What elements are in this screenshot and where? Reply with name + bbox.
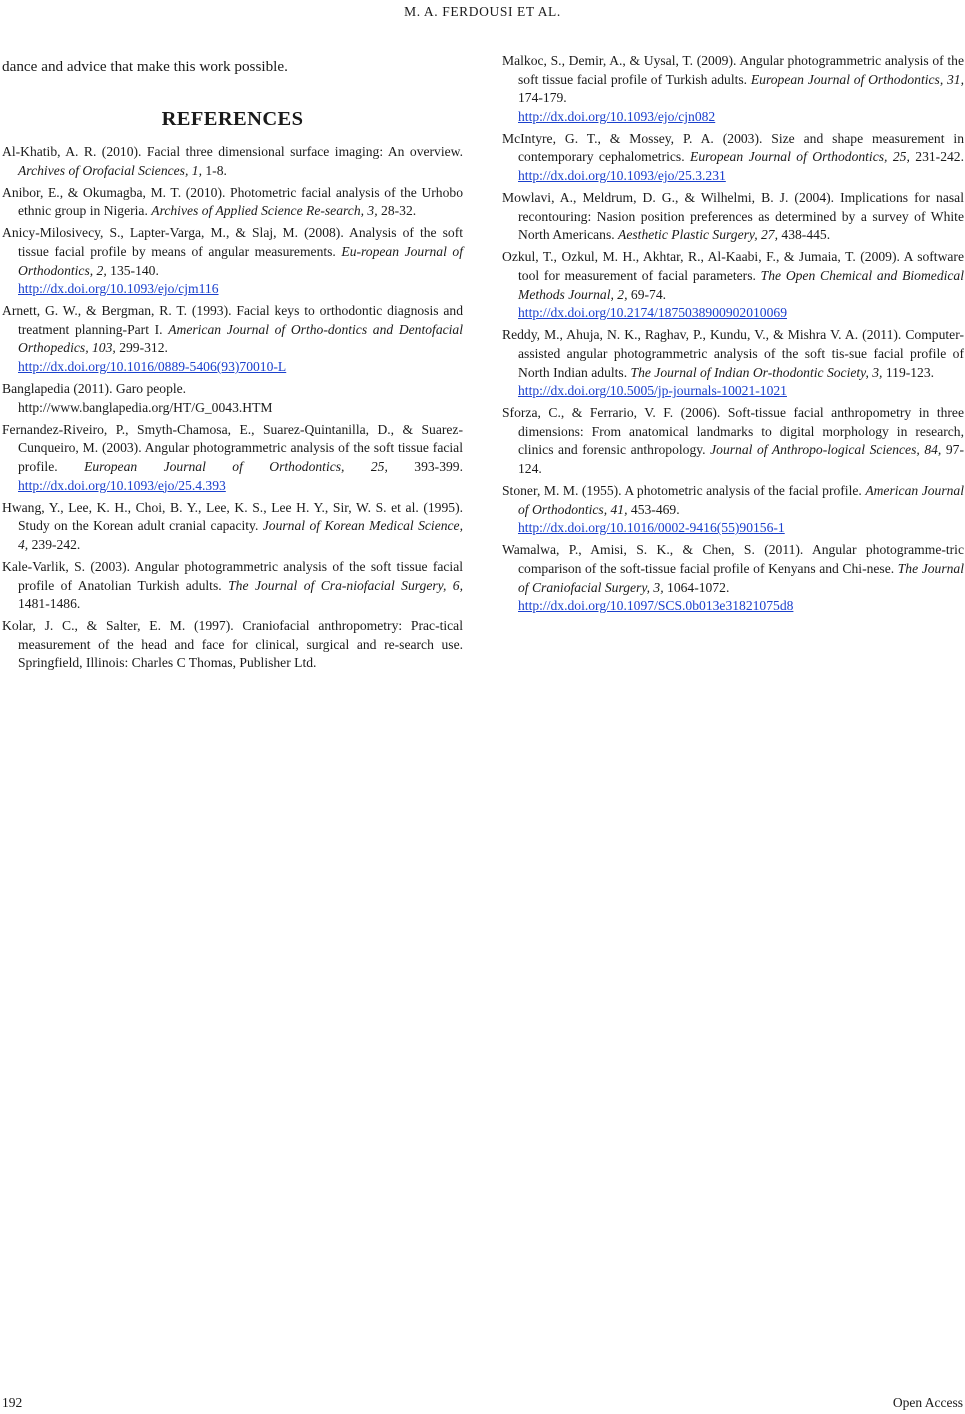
ref-pages: 1-8. [201,162,227,178]
ref-pages: 119-123. [882,364,935,380]
ref-pages: 231-242. [909,149,964,165]
doi-link[interactable]: http://dx.doi.org/10.1093/ejo/cjm116 [18,281,219,297]
reference-item [502,482,964,538]
page-number: 192 [2,1395,23,1410]
ref-pages: 453-469. [627,501,680,517]
ref-authors-title: Kolar, J. C., & Salter, E. M. (1997). Craniofacial anthropometry: Prac-tical measurement of the head and face for clinical, surgical and re-search use. Springfield, Illinois: Charles C Thomas, Publisher Ltd. [2,618,463,671]
doi-link[interactable]: http://dx.doi.org/10.1097/SCS.0b013e31821075d8 [518,598,794,614]
ref-pages: 239-242. [28,536,81,552]
ref-authors-title: Stoner, M. M. (1955). A photometric analysis of the facial profile. [502,483,866,499]
ref-authors-title: Sforza, C., & Ferrario, V. F. (2006). Soft-tissue facial anthropometry in three dimensions: From anatomical landmarks to digital morphology in research, clinics and forensic anthropology. [502,405,964,458]
ref-journal: European Journal of Orthodontics, 31, [750,71,964,87]
reference-item [502,541,964,615]
doi-link[interactable]: http://dx.doi.org/10.2174/1875038900902010069 [518,305,787,321]
reference-item [502,248,964,322]
ref-pages: 1481-1486. [18,596,81,612]
ref-pages: 28-32. [377,203,417,219]
ref-pages: 1064-1072. [663,579,730,595]
ref-journal: American Journal of Orthodontics, 41, [518,483,964,517]
reference-item [2,421,463,495]
ref-authors-title: Anicy-Milosivecy, S., Lapter-Varga, M., & Slaj, M. (2008). Analysis of the soft tissue facial profile by means of angular measurements. [2,225,463,259]
reference-item [502,404,964,478]
ref-authors-title: Arnett, G. W., & Bergman, R. T. (1993). Facial keys to orthodontic diagnosis and treatment planning-Part I. [2,303,463,337]
ref-pages: 174-179. [518,90,567,106]
open-access-label: Open Access [892,1395,963,1410]
ref-journal: Eu-ropean Journal of Orthodontics, 2, [18,243,463,278]
reference-item [2,558,463,614]
reference-item [2,224,463,298]
ref-authors-title: Kale-Varlik, S. (2003). Angular photogrammetric analysis of the soft tissue facial profile of Anatolian Turkish adults. [2,558,463,593]
ref-journal: European Journal of Orthodontics, 25, [690,149,910,165]
ref-authors-title: Banglapedia (2011). Garo people. [2,381,187,397]
reference-list-right [502,52,964,619]
ref-authors-title: Mowlavi, A., Meldrum, D. G., & Wilhelmi, B. J. (2004). Implications for nasal recontouring: Nasion position preferences as determined by a survey of White North Americans. [502,190,964,243]
ref-authors-title: Fernandez-Riveiro, P., Smyth-Chamosa, E., Suarez-Quintanilla, D., & Suarez-Cunqueiro, M. (2003). Angular photogrammetric analysis of the soft tissue facial profile. [2,421,463,474]
ref-journal: The Open Chemical and Biomedical Methods Journal, 2, [518,268,964,302]
ref-journal: The Journal of Indian Or-thodontic Society, 3, [630,364,883,380]
doi-link[interactable]: http://dx.doi.org/10.1093/ejo/25.3.231 [518,168,726,184]
ref-journal: The Journal of Craniofacial Surgery, 3, [518,560,964,595]
doi-link[interactable]: http://dx.doi.org/10.1016/0002-9416(55)90156-1 [518,520,785,536]
ref-pages: 438-445. [778,227,831,243]
doi-link[interactable]: http://dx.doi.org/10.1016/0889-5406(93)70010-L [18,359,287,375]
ref-pages: 69-74. [627,286,667,302]
ref-journal: European Journal of Orthodontics, 25, [84,459,388,474]
ref-authors-title: Al-Khatib, A. R. (2010). Facial three dimensional surface imaging: An overview. [2,144,463,159]
ref-authors-title: Hwang, Y., Lee, K. H., Choi, B. Y., Lee, K. S., Lee H. Y., Sir, W. S. et al. (1995). Study on the Korean adult cranial capacity. [2,499,463,534]
reference-item [2,499,463,555]
ref-authors-title: McIntyre, G. T., & Mossey, P. A. (2003). Size and shape measurement in contemporary cephalometrics. [502,130,964,165]
ref-pages: 135-140. [106,262,159,278]
ref-url: http://www.banglapedia.org/HT/G_0043.HTM [18,399,273,415]
ref-authors-title: Wamalwa, P., Amisi, S. K., & Chen, S. (2011). Angular photogramme-tric comparison of the soft-tissue facial profile of Kenyans and Chi-nese. [502,542,964,576]
doi-link[interactable]: http://dx.doi.org/10.1093/ejo/cjn082 [518,108,716,124]
ref-authors-title: Malkoc, S., Demir, A., & Uysal, T. (2009). Angular photogrammetric analysis of the soft tissue facial profile of Turkish adults. [502,53,964,87]
ref-journal: Journal of Anthropo-logical Sciences, 84, [710,442,942,458]
ref-journal: The Journal of Cra-niofacial Surgery, 6, [228,577,463,593]
ref-authors-title: Reddy, M., Ahuja, N. K., Raghav, P., Kundu, V., & Mishra V. A. (2011). Computer-assisted angular photogrammetric analysis of the soft tis-sue facial profile of North Indian adults. [502,327,964,380]
doi-link[interactable]: http://dx.doi.org/10.5005/jp-journals-10021-1021 [518,383,787,399]
acknowledgment-tail: dance and advice that make this work possible. [2,58,288,75]
ref-journal: Archives of Orofacial Sciences, 1, [18,162,202,178]
reference-item [2,184,463,221]
reference-item [502,189,964,245]
reference-item [502,52,964,126]
ref-journal: Journal of Korean Medical Science, 4, [18,518,463,552]
doi-link[interactable]: http://dx.doi.org/10.1093/ejo/25.4.393 [18,477,226,493]
reference-item [2,302,463,376]
reference-item [2,617,463,673]
ref-journal: Aesthetic Plastic Surgery, 27, [618,227,778,243]
ref-authors-title: Anibor, E., & Okumagba, M. T. (2010). Photometric facial analysis of the Urhobo ethnic group in Nigeria. [2,184,463,219]
ref-authors-title: Ozkul, T., Ozkul, M. H., Akhtar, R., Al-Kaabi, F., & Jumaia, T. (2009). A software tool for measurement of facial parameters. [502,249,964,284]
reference-item [502,130,964,186]
references-heading: REFERENCES [161,108,304,130]
ref-journal: Archives of Applied Science Re-search, 3, [151,203,378,219]
reference-item [2,143,463,180]
ref-pages: 393-399. [387,459,463,474]
reference-item [502,326,964,400]
ref-journal: American Journal of Ortho-dontics and Dentofacial Orthopedics, 103, [18,321,463,356]
reference-item [2,380,463,417]
running-head: M. A. FERDOUSI ET AL. [404,4,561,19]
ref-pages: 299-312. [115,340,168,356]
ref-pages: 97-124. [518,442,964,476]
reference-list-left [2,143,463,677]
